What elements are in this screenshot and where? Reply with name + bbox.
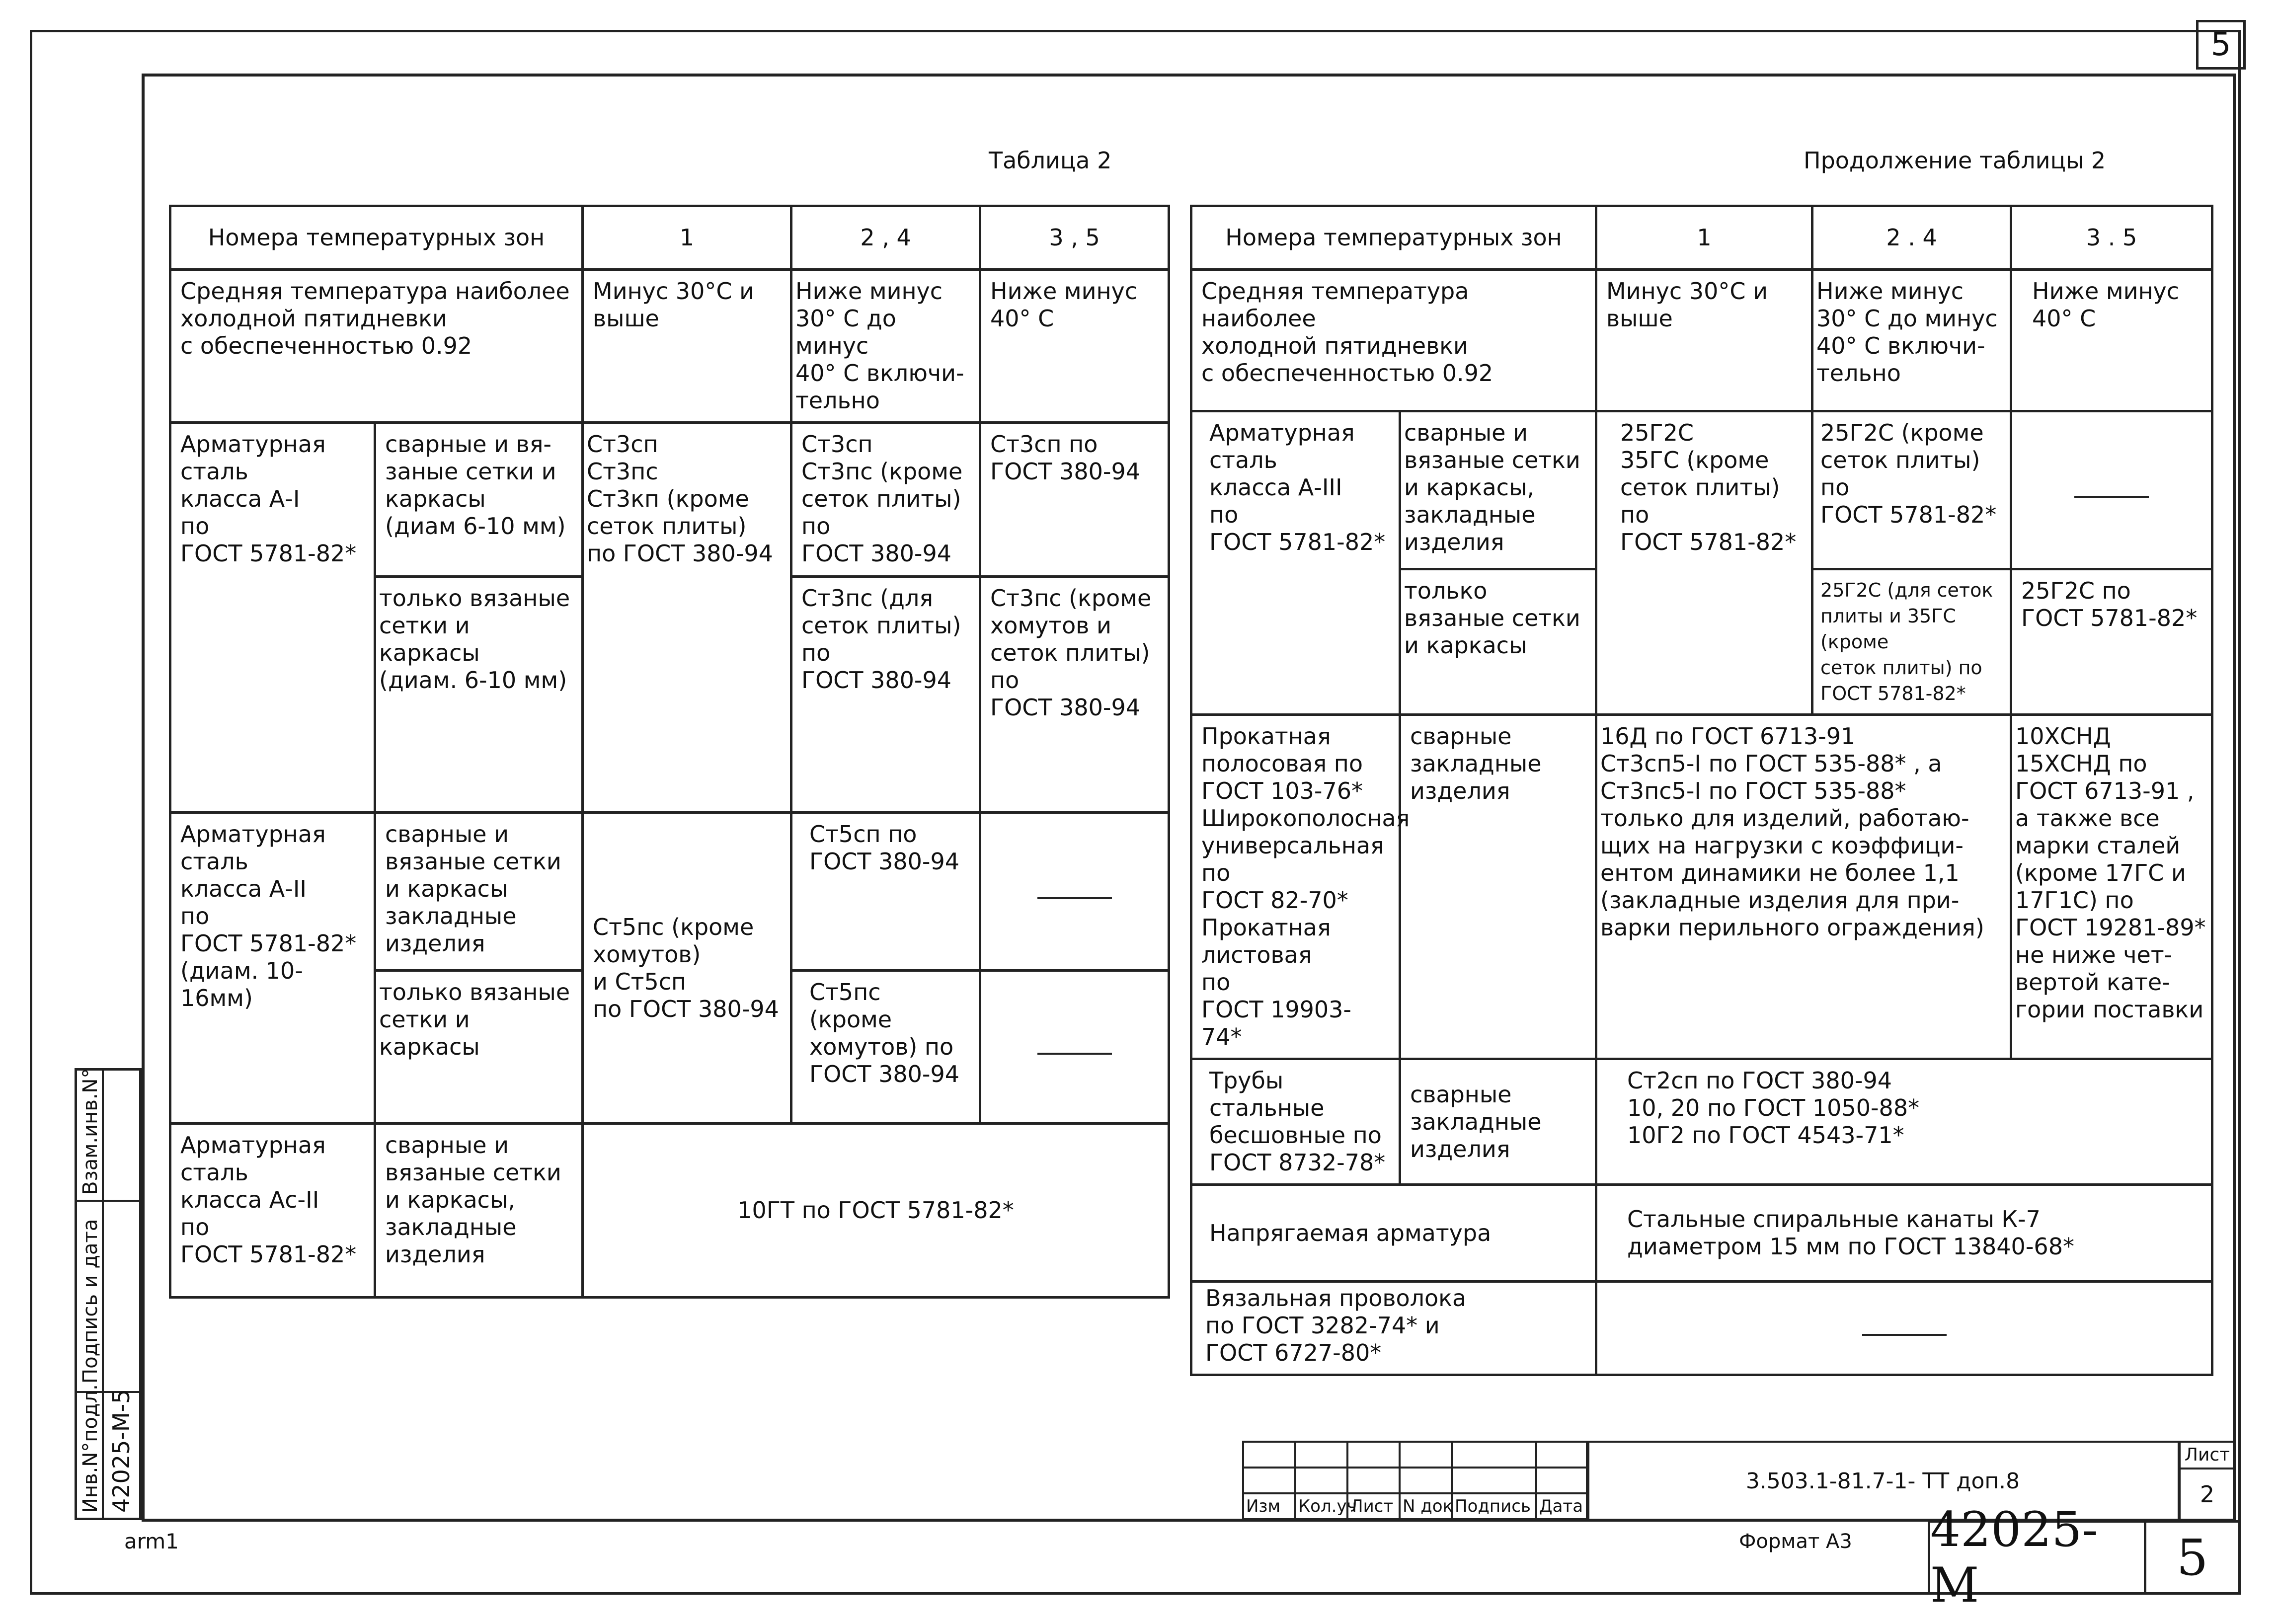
side-stamp-inv-orig: Инв.N°подл.	[79, 1384, 102, 1513]
stamp-code-box	[1928, 1502, 2146, 1613]
sheet-value: 2	[2200, 1481, 2215, 1508]
ac2-value: 10ГТ по ГОСТ 5781-82*	[583, 1124, 1169, 1298]
a3-zone-2-4-tied: 25Г2С (для сеток плиты и 35ГС (кроме сеток плиты) по ГОСТ 5781-82*	[1812, 569, 2011, 715]
rolled-steel: Прокатная полосовая по ГОСТ 103-76* Широкополосная универсальная по ГОСТ 82-70* Прокатная листовая по ГОСТ 19903-74*	[1191, 715, 1400, 1059]
a2-zone-3-5-tied	[980, 971, 1169, 1124]
header-zone-3-5: 3 , 5	[980, 206, 1169, 270]
a2-zone-1: Ст5пс (кроме хомутов) и Ст5сп по ГОСТ 380-94	[583, 813, 791, 1124]
pipes-value: Ст2сп по ГОСТ 380-94 10, 20 по ГОСТ 1050-88* 10Г2 по ГОСТ 4543-71*	[1596, 1059, 2212, 1185]
tb-col-signature: Подпись	[1452, 1493, 1536, 1519]
wire-value	[1596, 1282, 2212, 1375]
sheet-label: Лист	[2181, 1443, 2234, 1469]
a1-use-tied: только вязаные сетки и каркасы (диам. 6-10 мм)	[375, 577, 583, 813]
pipes-steel: Трубы стальные бесшовные по ГОСТ 8732-78*	[1191, 1059, 1400, 1185]
pipes-use: сварные закладные изделия	[1400, 1059, 1596, 1185]
temp-label: Средняя температура наиболее холодной пятидневки с обеспеченностью 0.92	[1191, 270, 1596, 411]
side-stamp-signature-date: Подпись и дата	[79, 1219, 102, 1384]
a2-zone-2-4-tied: Ст5пс (кроме хомутов) по ГОСТ 380-94	[791, 971, 980, 1124]
tb-col-date: Дата	[1536, 1493, 1588, 1519]
a2-use-welded: сварные и вязаные сетки и каркасы закладные изделия	[375, 813, 583, 971]
page-number-top-box	[2196, 20, 2246, 70]
format-label: Формат A3	[1739, 1530, 1852, 1553]
ac2-steel: Арматурная сталь класса Ас-II по ГОСТ 5781-82*	[170, 1124, 375, 1298]
dash-none	[1037, 1053, 1112, 1055]
a3-steel: Арматурная сталь класса А-III по ГОСТ 5781-82*	[1191, 411, 1400, 715]
a2-zone-3-5-welded	[980, 813, 1169, 971]
a3-zone-3-5-welded	[2011, 411, 2212, 569]
stamp-code: 42025-M	[1930, 1502, 2098, 1613]
header-zone-2-4: 2 , 4	[791, 206, 980, 270]
a3-zone-2-4-welded: 25Г2С (кроме сеток плиты) по ГОСТ 5781-82*	[1812, 411, 2011, 569]
tension-value: Стальные спиральные канаты К-7 диаметром 15 мм по ГОСТ 13840-68*	[1596, 1185, 2212, 1282]
doc-code: 3.503.1-81.7-1- ТТ доп.8	[1745, 1469, 2020, 1494]
header-zone-3-5: 3 . 5	[2011, 206, 2212, 270]
a1-zone-3-5-welded: Ст3сп по ГОСТ 380-94	[980, 423, 1169, 577]
side-stamp-vzam: Взам.инв.N°	[79, 1068, 102, 1195]
rolled-zone-3-5: 10ХСНД 15ХСНД по ГОСТ 6713-91 , а также все марки сталей (кроме 17ГС и 17Г1С) по ГОСТ 19281-89* не ниже чет- вертой кате- гории поставки	[2011, 715, 2212, 1059]
tb-col-izm: Изм	[1243, 1493, 1295, 1519]
rolled-use: сварные закладные изделия	[1400, 715, 1596, 1059]
stamp-page: 5	[2176, 1528, 2208, 1587]
dash-none	[1037, 897, 1112, 899]
dash-none	[1862, 1334, 1947, 1336]
temp-label: Средняя температура наиболее холодной пятидневки с обеспеченностью 0.92	[170, 270, 583, 423]
a1-zone-2-4-welded: Ст3сп Ст3пс (кроме сеток плиты) по ГОСТ 380-94	[791, 423, 980, 577]
a2-steel: Арматурная сталь класса А-II по ГОСТ 5781-82* (диам. 10-16мм)	[170, 813, 375, 1124]
wire-label: Вязальная проволока по ГОСТ 3282-74* и ГОСТ 6727-80*	[1191, 1282, 1596, 1375]
table-right	[1190, 205, 2213, 1376]
header-zone-1: 1	[583, 206, 791, 270]
a1-zone-3-5-tied: Ст3пс (кроме хомутов и сеток плиты) по ГОСТ 380-94	[980, 577, 1169, 813]
header-zone-1: 1	[1596, 206, 1812, 270]
page-number-top: 5	[2210, 26, 2231, 63]
side-stamp-row-divider	[77, 1200, 142, 1202]
side-stamp-inv-value: 42025-M-5	[108, 1389, 135, 1513]
header-zones: Номера температурных зон	[1191, 206, 1596, 270]
a1-steel: Арматурная сталь класса А-I по ГОСТ 5781-82*	[170, 423, 375, 813]
title-block-sheet	[2179, 1441, 2236, 1522]
tb-col-list: Лист	[1347, 1493, 1400, 1519]
ac2-use: сварные и вязаные сетки и каркасы, закладные изделия	[375, 1124, 583, 1298]
tb-col-ndok: N док	[1400, 1493, 1452, 1519]
a1-use-welded: сварные и вя- заные сетки и каркасы (диам 6-10 мм)	[375, 423, 583, 577]
arm-label: arm1	[124, 1529, 179, 1553]
title-block-grid	[1242, 1441, 1589, 1520]
stamp-page-box	[2144, 1520, 2241, 1595]
table-left	[169, 205, 1170, 1299]
a3-use-welded: сварные и вязаные сетки и каркасы, закладные изделия	[1400, 411, 1596, 569]
table-title-left: Таблица 2	[989, 147, 1112, 174]
tension-label: Напрягаемая арматура	[1191, 1185, 1596, 1282]
table-title-right: Продолжение таблицы 2	[1804, 147, 2106, 174]
a1-zone-1: Ст3сп Ст3пс Ст3кп (кроме сеток плиты) по ГОСТ 380-94	[583, 423, 791, 813]
header-zones: Номера температурных зон	[170, 206, 583, 270]
tb-col-koluch: Кол.уч	[1295, 1493, 1347, 1519]
a3-use-tied: только вязаные сетки и каркасы	[1400, 569, 1596, 715]
temp-zone-3-5: Ниже минус 40° C	[980, 270, 1169, 423]
side-stamp-col-divider	[102, 1071, 104, 1518]
a3-zone-3-5-tied: 25Г2С по ГОСТ 5781-82*	[2011, 569, 2212, 715]
rolled-zone-1-2-4: 16Д по ГОСТ 6713-91 Ст3сп5-I по ГОСТ 535-88* , а Ст3пс5-I по ГОСТ 535-88* только для изделий, работаю- щих на нагрузки с коэффици- ентом динамики не более 1,1 (закладные изделия для при- варки перильного ограждения)	[1596, 715, 2011, 1059]
temp-zone-2-4: Ниже минус 30° C до минус 40° C включи- тельно	[1812, 270, 2011, 411]
temp-zone-3-5: Ниже минус 40° C	[2011, 270, 2212, 411]
temp-zone-1: Минус 30°C и выше	[1596, 270, 1812, 411]
a1-zone-2-4-tied: Ст3пс (для сеток плиты) по ГОСТ 380-94	[791, 577, 980, 813]
side-stamp	[75, 1068, 142, 1520]
temp-zone-2-4: Ниже минус 30° C до минус 40° C включи- тельно	[791, 270, 980, 423]
header-zone-2-4: 2 . 4	[1812, 206, 2011, 270]
a2-use-tied: только вязаные сетки и каркасы	[375, 971, 583, 1124]
a3-zone-1: 25Г2С 35ГС (кроме сеток плиты) по ГОСТ 5781-82*	[1596, 411, 1812, 715]
temp-zone-1: Минус 30°C и выше	[583, 270, 791, 423]
a2-zone-2-4-welded: Ст5сп по ГОСТ 380-94	[791, 813, 980, 971]
dash-none	[2074, 496, 2149, 498]
